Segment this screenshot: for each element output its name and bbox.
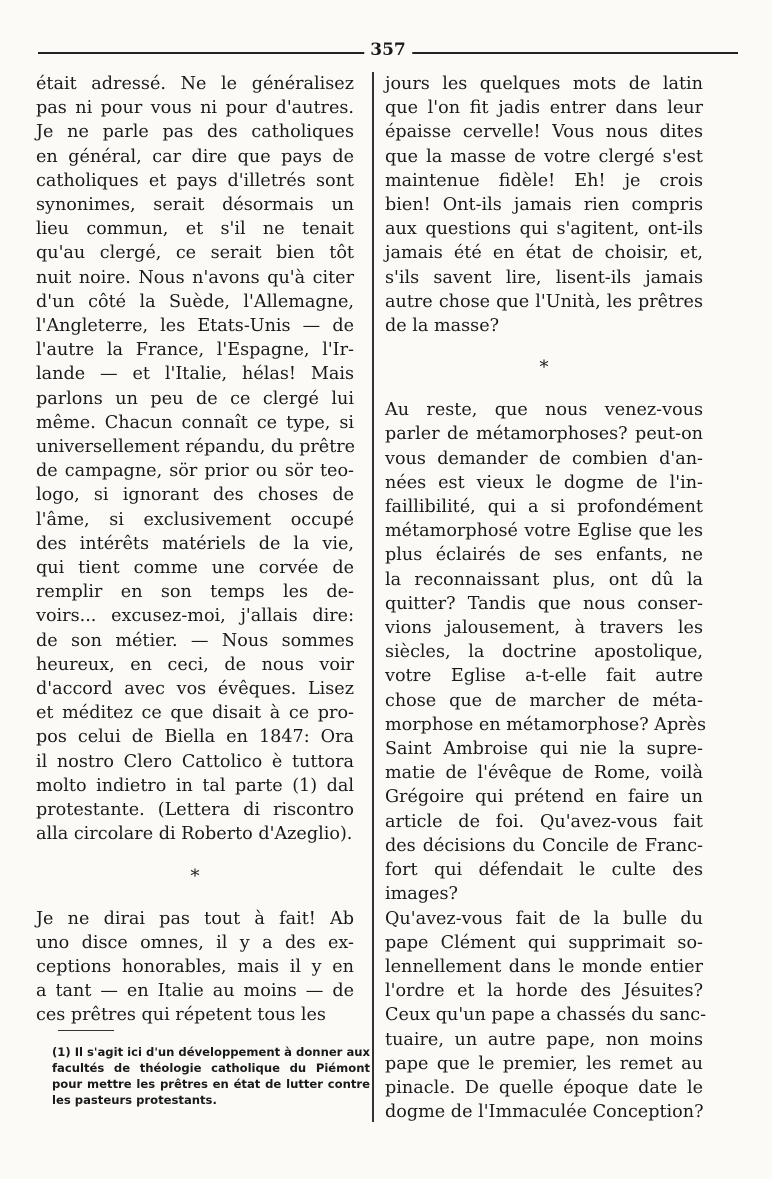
text-line: ces prêtres qui répetent tous les xyxy=(36,1005,326,1026)
text-line: Grégoire qui prétend en faire un xyxy=(385,787,703,808)
text-line: matie de l'évêque de Rome, voilà xyxy=(385,763,703,784)
text-line: s'ils savent lire, lisent-ils jamais xyxy=(385,267,703,288)
text-line: d'accord avec vos évêques. Lisez xyxy=(36,679,354,700)
text-line: que la masse de votre clergé s'est xyxy=(385,146,703,167)
section-separator: * xyxy=(190,865,200,887)
text-line: fort qui défendait le culte des xyxy=(385,860,703,881)
text-line: nuit noire. Nous n'avons qu'à citer xyxy=(36,267,354,288)
text-line: voirs... excusez-moi, j'allais dire: xyxy=(36,606,354,627)
text-line: de son métier. — Nous sommes xyxy=(36,630,354,651)
text-line: même. Chacun connaît ce type, si xyxy=(36,412,354,433)
text-line: était adressé. Ne le généralisez xyxy=(36,74,354,94)
text-line: autre chose que l'Unità, les prêtres xyxy=(385,291,703,312)
text-line: qui tient comme une corvée de xyxy=(36,558,354,579)
left-column-bottom xyxy=(36,907,354,1028)
right-column-bottom xyxy=(385,398,707,1124)
text-line: morphose en métamorphose? Après xyxy=(385,714,707,735)
text-line: siècles, la doctrine apostolique, xyxy=(385,642,703,663)
text-line: catholiques et pays d'illetrés sont xyxy=(36,170,354,191)
text-line: des décisions du Concile de Franc- xyxy=(385,835,703,856)
right-column-top xyxy=(385,72,703,338)
text-line: remplir en son temps les de- xyxy=(36,582,354,603)
text-line: d'un côté la Suède, l'Allemagne, xyxy=(36,291,354,312)
text-line: que l'on fit jadis entrer dans leur xyxy=(385,98,703,119)
text-line: images? xyxy=(385,884,458,905)
text-line: pas ni pour vous ni pour d'autres. xyxy=(36,98,354,119)
text-line: dogme de l'Immaculée Conception? xyxy=(385,1102,704,1123)
text-line: nées est vieux le dogme de l'in- xyxy=(385,472,703,493)
text-line: et méditez ce que disait à ce pro- xyxy=(36,703,354,724)
text-line: parlons un peu de ce clergé lui xyxy=(36,388,354,409)
text-line: lieu commun, et s'il ne tenait xyxy=(36,219,354,240)
text-line: uno disce omnes, il y a des ex- xyxy=(36,932,354,953)
text-line: tuaire, un autre pape, non moins xyxy=(385,1029,703,1050)
text-line: l'autre la France, l'Espagne, l'Ir- xyxy=(36,340,354,361)
text-line: universellement répandu, du prêtre xyxy=(36,437,356,458)
footnote: (1) Il s'agit ici d'un développement à donner aux facultés de théologie catholique du Piémont pour mettre les prêtres en état de lutter contre les pasteurs protestants. xyxy=(52,1045,370,1107)
text-line: l'Angleterre, les Etats-Unis — de xyxy=(36,316,354,337)
text-line: molto indietro in tal parte (1) dal xyxy=(36,775,354,796)
text-line: plus éclairés de ses enfants, ne xyxy=(385,545,703,566)
text-line: qu'au clergé, ce serait bien tôt xyxy=(36,243,354,264)
text-line: parler de métamorphoses? peut-on xyxy=(385,424,703,445)
text-line: maintenue fidèle! Eh! je crois xyxy=(385,170,703,191)
footnote-rule xyxy=(58,1030,114,1031)
text-line: aux questions qui s'agitent, ont-ils xyxy=(385,219,703,240)
text-line: pos celui de Biella en 1847: Ora xyxy=(36,727,354,748)
text-line: logo, si ignorant des choses de xyxy=(36,485,354,506)
text-line: pape que le premier, les remet au xyxy=(385,1053,703,1074)
text-line: a tant — en Italie au moins — de xyxy=(36,981,354,1002)
text-line: article de foi. Qu'avez-vous fait xyxy=(385,811,703,832)
text-line: pape Clément qui supprimait so- xyxy=(385,932,703,953)
text-line: votre Eglise a-t-elle fait autre xyxy=(385,666,703,687)
text-line: Je ne dirai pas tout à fait! Ab xyxy=(36,908,354,929)
text-line: Ceux qu'un pape a chassés du sanc- xyxy=(385,1005,707,1026)
column-divider xyxy=(372,72,374,1122)
text-line: lennellement dans le monde entier xyxy=(385,956,703,977)
text-line: chose que de marcher de méta- xyxy=(385,690,703,711)
page-header xyxy=(38,40,738,60)
text-line: épaisse cervelle! Vous nous dites xyxy=(385,122,703,143)
text-line: l'âme, si exclusivement occupé xyxy=(36,509,354,530)
text-line: ceptions honorables, mais il y en xyxy=(36,956,354,977)
text-line: protestante. (Lettera di riscontro xyxy=(36,800,354,821)
text-line: Qu'avez-vous fait de la bulle du xyxy=(385,908,703,929)
text-line: jamais été en état de choisir, et, xyxy=(385,243,703,264)
text-line: vions jalousement, à travers les xyxy=(385,618,703,639)
text-line: heureux, en ceci, de nous voir xyxy=(36,654,354,675)
text-line: Au reste, que nous venez-vous xyxy=(385,400,703,421)
text-line: alla circolare di Roberto d'Azeglio). xyxy=(36,824,353,845)
text-line: en général, car dire que pays de xyxy=(36,146,354,167)
text-line: Saint Ambroise qui nie la supre- xyxy=(385,739,703,760)
page-number: 357 xyxy=(364,40,412,60)
text-line: de la masse? xyxy=(385,316,500,337)
text-line: métamorphosé votre Eglise que les xyxy=(385,521,703,542)
text-line: pinacle. De quelle époque date le xyxy=(385,1077,703,1098)
text-line: des intérêts matériels de la vie, xyxy=(36,533,354,554)
text-line: la reconnaissant plus, ont dû la xyxy=(385,569,703,590)
text-line: synonimes, serait désormais un xyxy=(36,195,354,216)
right-column xyxy=(385,72,707,1124)
left-column xyxy=(36,72,354,1028)
text-line: bien! Ont-ils jamais rien compris xyxy=(385,195,703,216)
text-line: l'ordre et la horde des Jésuites? xyxy=(385,981,703,1002)
text-line: vous demander de combien d'an- xyxy=(385,448,703,469)
text-line: quitter? Tandis que nous conser- xyxy=(385,593,703,614)
text-line: lande — et l'Italie, hélas! Mais xyxy=(36,364,354,385)
text-line: faillibilité, qui a si profondément xyxy=(385,497,703,518)
text-line: Je ne parle pas des catholiques xyxy=(36,122,354,143)
text-line: de campagne, sör prior ou sör teo- xyxy=(36,461,354,482)
text-line: jours les quelques mots de latin xyxy=(385,74,703,94)
section-separator: * xyxy=(539,357,549,379)
left-column-top xyxy=(36,72,354,847)
text-line: il nostro Clero Cattolico è tuttora xyxy=(36,751,354,772)
